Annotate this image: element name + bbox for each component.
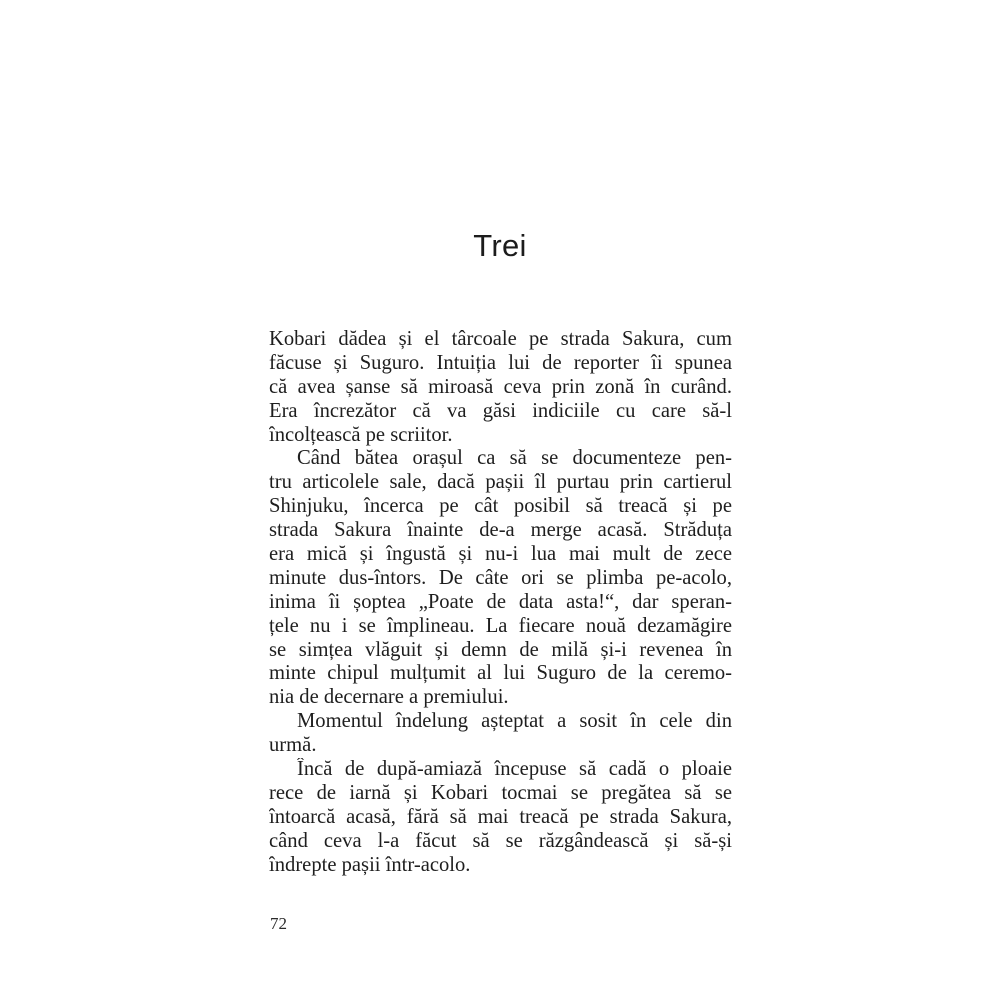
text-line: inima îi șoptea „Poate de data asta!“, dar speran-: [269, 590, 732, 613]
text-line: minte chipul mulțumit al lui Suguro de la ceremo-: [269, 662, 732, 685]
text-line: Shinjuku, încerca pe cât posibil să treacă și pe: [269, 495, 732, 518]
text-line: Când bătea orașul ca să se documenteze pen-: [297, 447, 732, 470]
text-line: întoarcă acasă, fără să mai treacă pe strada Sakura,: [269, 805, 732, 828]
text-line: se simțea vlăguit și demn de milă și-i revenea în: [269, 638, 732, 661]
chapter-title: Trei: [473, 228, 527, 263]
text-line: Momentul îndelung așteptat a sosit în cele din: [297, 710, 732, 733]
text-line: țele nu i se împlineau. La fiecare nouă dezamăgire: [269, 614, 732, 637]
text-line: era mică și îngustă și nu-i lua mai mult de zece: [269, 543, 732, 566]
text-line: că avea șanse să miroasă ceva prin zonă în curând.: [269, 375, 732, 398]
text-line: urmă.: [269, 734, 317, 757]
text-line: făcuse și Suguro. Intuiția lui de reporter îi spunea: [269, 351, 732, 374]
text-line: minute dus-întors. De câte ori se plimba pe-acolo,: [269, 566, 732, 589]
chapter-body: [269, 328, 732, 877]
page-number: 72: [270, 914, 287, 933]
text-line: îndrepte pașii într-acolo.: [269, 853, 471, 876]
text-line: Kobari dădea și el târcoale pe strada Sakura, cum: [269, 328, 732, 350]
text-line: când ceva l-a făcut să se răzgândească și să-și: [269, 829, 732, 852]
text-line: Încă de după-amiază începuse să cadă o ploaie: [297, 758, 732, 781]
text-line: rece de iarnă și Kobari tocmai se pregătea să se: [269, 781, 732, 804]
text-line: Era încrezător că va găsi indiciile cu care să-l: [269, 399, 732, 422]
text-line: tru articolele sale, dacă pașii îl purtau prin cartierul: [269, 471, 732, 494]
text-line: strada Sakura înainte de-a merge acasă. Străduța: [269, 519, 732, 542]
text-line: nia de decernare a premiului.: [269, 686, 509, 709]
text-line: încolțească pe scriitor.: [269, 423, 453, 446]
